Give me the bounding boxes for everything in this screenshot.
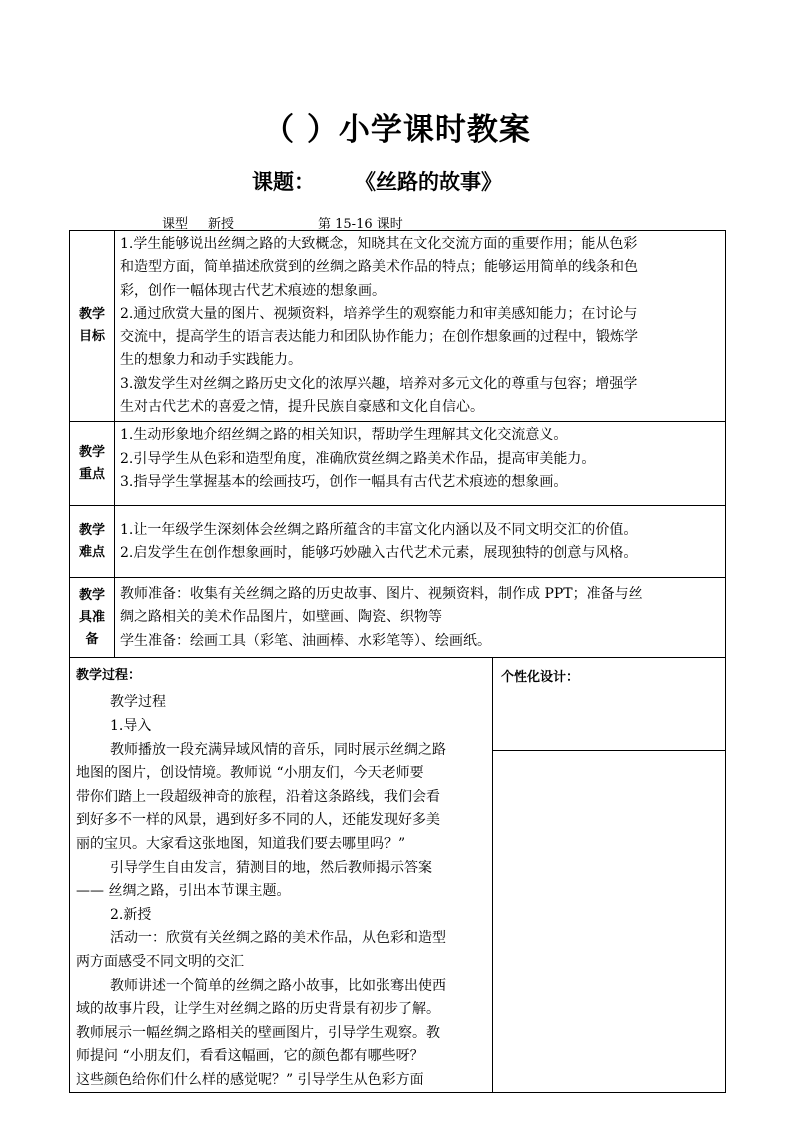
objectives-row — [70, 231, 726, 422]
process-line: 2.新授 — [110, 906, 152, 923]
preparation-line: 学生准备：绘画工具（彩笔、油画棒、水彩笔等）、绘画纸。 — [120, 632, 491, 649]
process-line: 教师播放一段充满异域风情的音乐，同时展示丝绸之路 — [110, 741, 446, 758]
type-value: 新授 — [208, 217, 235, 232]
objective-line: 生对古代艺术的喜爱之情，提升民族自豪感和文化自信心。 — [120, 399, 484, 416]
process-line: 域的故事片段，让学生对丝绸之路的历史背景有初步了解。 — [76, 1001, 440, 1018]
objectives-label: 教学 目标 — [70, 231, 115, 422]
process-heading: 教学过程： — [76, 668, 142, 684]
difficulty-line: 2.启发学生在创作想象画时，能够巧妙融入古代艺术元素，展现独特的创意与风格。 — [120, 544, 638, 561]
difficulties-label: 教学 难点 — [70, 506, 115, 578]
process-line: 引导学生自由发言，猜测目的地，然后教师揭示答案 — [110, 859, 432, 876]
process-cell — [70, 658, 493, 1093]
process-line: 活动一：欣赏有关丝绸之路的美术作品，从色彩和造型 — [110, 930, 446, 947]
objective-line: 3.激发学生对丝绸之路历史文化的浓厚兴趣，培养对多元文化的尊重与包容；增强学 — [120, 375, 638, 392]
process-line: 教师讲述一个简单的丝绸之路小故事，比如张骞出使西 — [110, 977, 446, 994]
objective-line: 生的想象力和动手实践能力。 — [120, 352, 302, 369]
topic-label: 课题： — [252, 170, 315, 194]
objective-line: 1.学生能够说出丝绸之路的大致概念，知晓其在文化交流方面的重要作用；能从色彩 — [120, 236, 638, 252]
personal-design-box — [493, 658, 725, 751]
process-line: 教师展示一幅丝绸之路相关的壁画图片，引导学生观察。教 — [76, 1024, 440, 1041]
type-label: 课型 — [162, 217, 189, 232]
process-body — [70, 683, 492, 1092]
difficulties-content — [115, 506, 726, 578]
objective-line: 2.通过欣赏大量的图片、视频资料，培养学生的观察能力和审美感知能力；在讨论与 — [120, 305, 638, 322]
process-line: 带你们踏上一段超级神奇的旅程，沿着这条路线，我们会看 — [76, 788, 440, 805]
lesson-topic — [252, 166, 652, 196]
key-points-label: 教学 重点 — [70, 422, 115, 506]
difficulties-row — [70, 506, 726, 578]
difficulty-line: 1.让一年级学生深刻体会丝绸之路所蕴含的丰富文化内涵以及不同文明交汇的价值。 — [120, 521, 638, 538]
key-point-line: 1.生动形象地介绍丝绸之路的相关知识，帮助学生理解其文化交流意义。 — [120, 427, 568, 444]
period-label: 第 15-16 课时 — [318, 217, 403, 232]
process-line: 到好多不一样的风景，遇到好多不同的人，还能发现好多美 — [76, 812, 440, 829]
objective-line: 彩，创作一幅体现古代艺术痕迹的想象画。 — [120, 282, 386, 299]
objectives-content — [115, 231, 726, 422]
preparation-line: 绸之路相关的美术作品图片，如壁画、陶瓷、织物等 — [120, 609, 442, 626]
objective-line: 交流中，提高学生的语言表达能力和团队协作能力；在创作想象画的过程中，锻炼学 — [120, 329, 638, 346]
preparation-line: 教师准备：收集有关丝绸之路的历史故事、图片、视频资料，制作成 PPT；准备与丝 — [120, 585, 643, 602]
key-point-line: 3.指导学生掌握基本的绘画技巧，创作一幅具有古代艺术痕迹的想象画。 — [120, 473, 568, 490]
process-line: 1.导入 — [110, 717, 152, 734]
process-line: 两方面感受不同文明的交汇 — [76, 953, 244, 970]
preparation-row — [70, 578, 726, 658]
personal-design-cell — [493, 658, 726, 1093]
topic-value: 《丝路的故事》 — [355, 170, 502, 194]
process-line: —— 丝绸之路，引出本节课主题。 — [76, 883, 291, 900]
process-line: 教学过程 — [110, 694, 166, 711]
process-line: 这些颜色给你们什么样的感觉呢？” 引导学生从色彩方面 — [76, 1071, 424, 1088]
personal-design-heading: 个性化设计： — [501, 670, 580, 686]
process-line: 丽的宝贝。大家看这张地图，知道我们要去哪里吗？” — [76, 835, 406, 852]
key-point-line: 2.引导学生从色彩和造型角度，准确欣赏丝绸之路美术作品，提高审美能力。 — [120, 450, 596, 467]
key-points-content — [115, 422, 726, 506]
process-line: 师提问 “小朋友们，看看这幅画，它的颜色都有哪些呀？ — [76, 1048, 424, 1065]
process-row — [70, 658, 726, 1093]
objective-line: 和造型方面，简单描述欣赏到的丝绸之路美术作品的特点；能够运用简单的线条和色 — [120, 259, 638, 276]
page-title: （ ）小学课时教案 — [263, 112, 531, 148]
process-line: 地图的图片，创设情境。教师说 “小朋友们，今天老师要 — [76, 765, 424, 782]
preparation-content — [115, 578, 726, 658]
preparation-label: 教学 具准 备 — [70, 578, 115, 658]
key-points-row — [70, 422, 726, 506]
lesson-plan-table — [69, 230, 726, 1093]
